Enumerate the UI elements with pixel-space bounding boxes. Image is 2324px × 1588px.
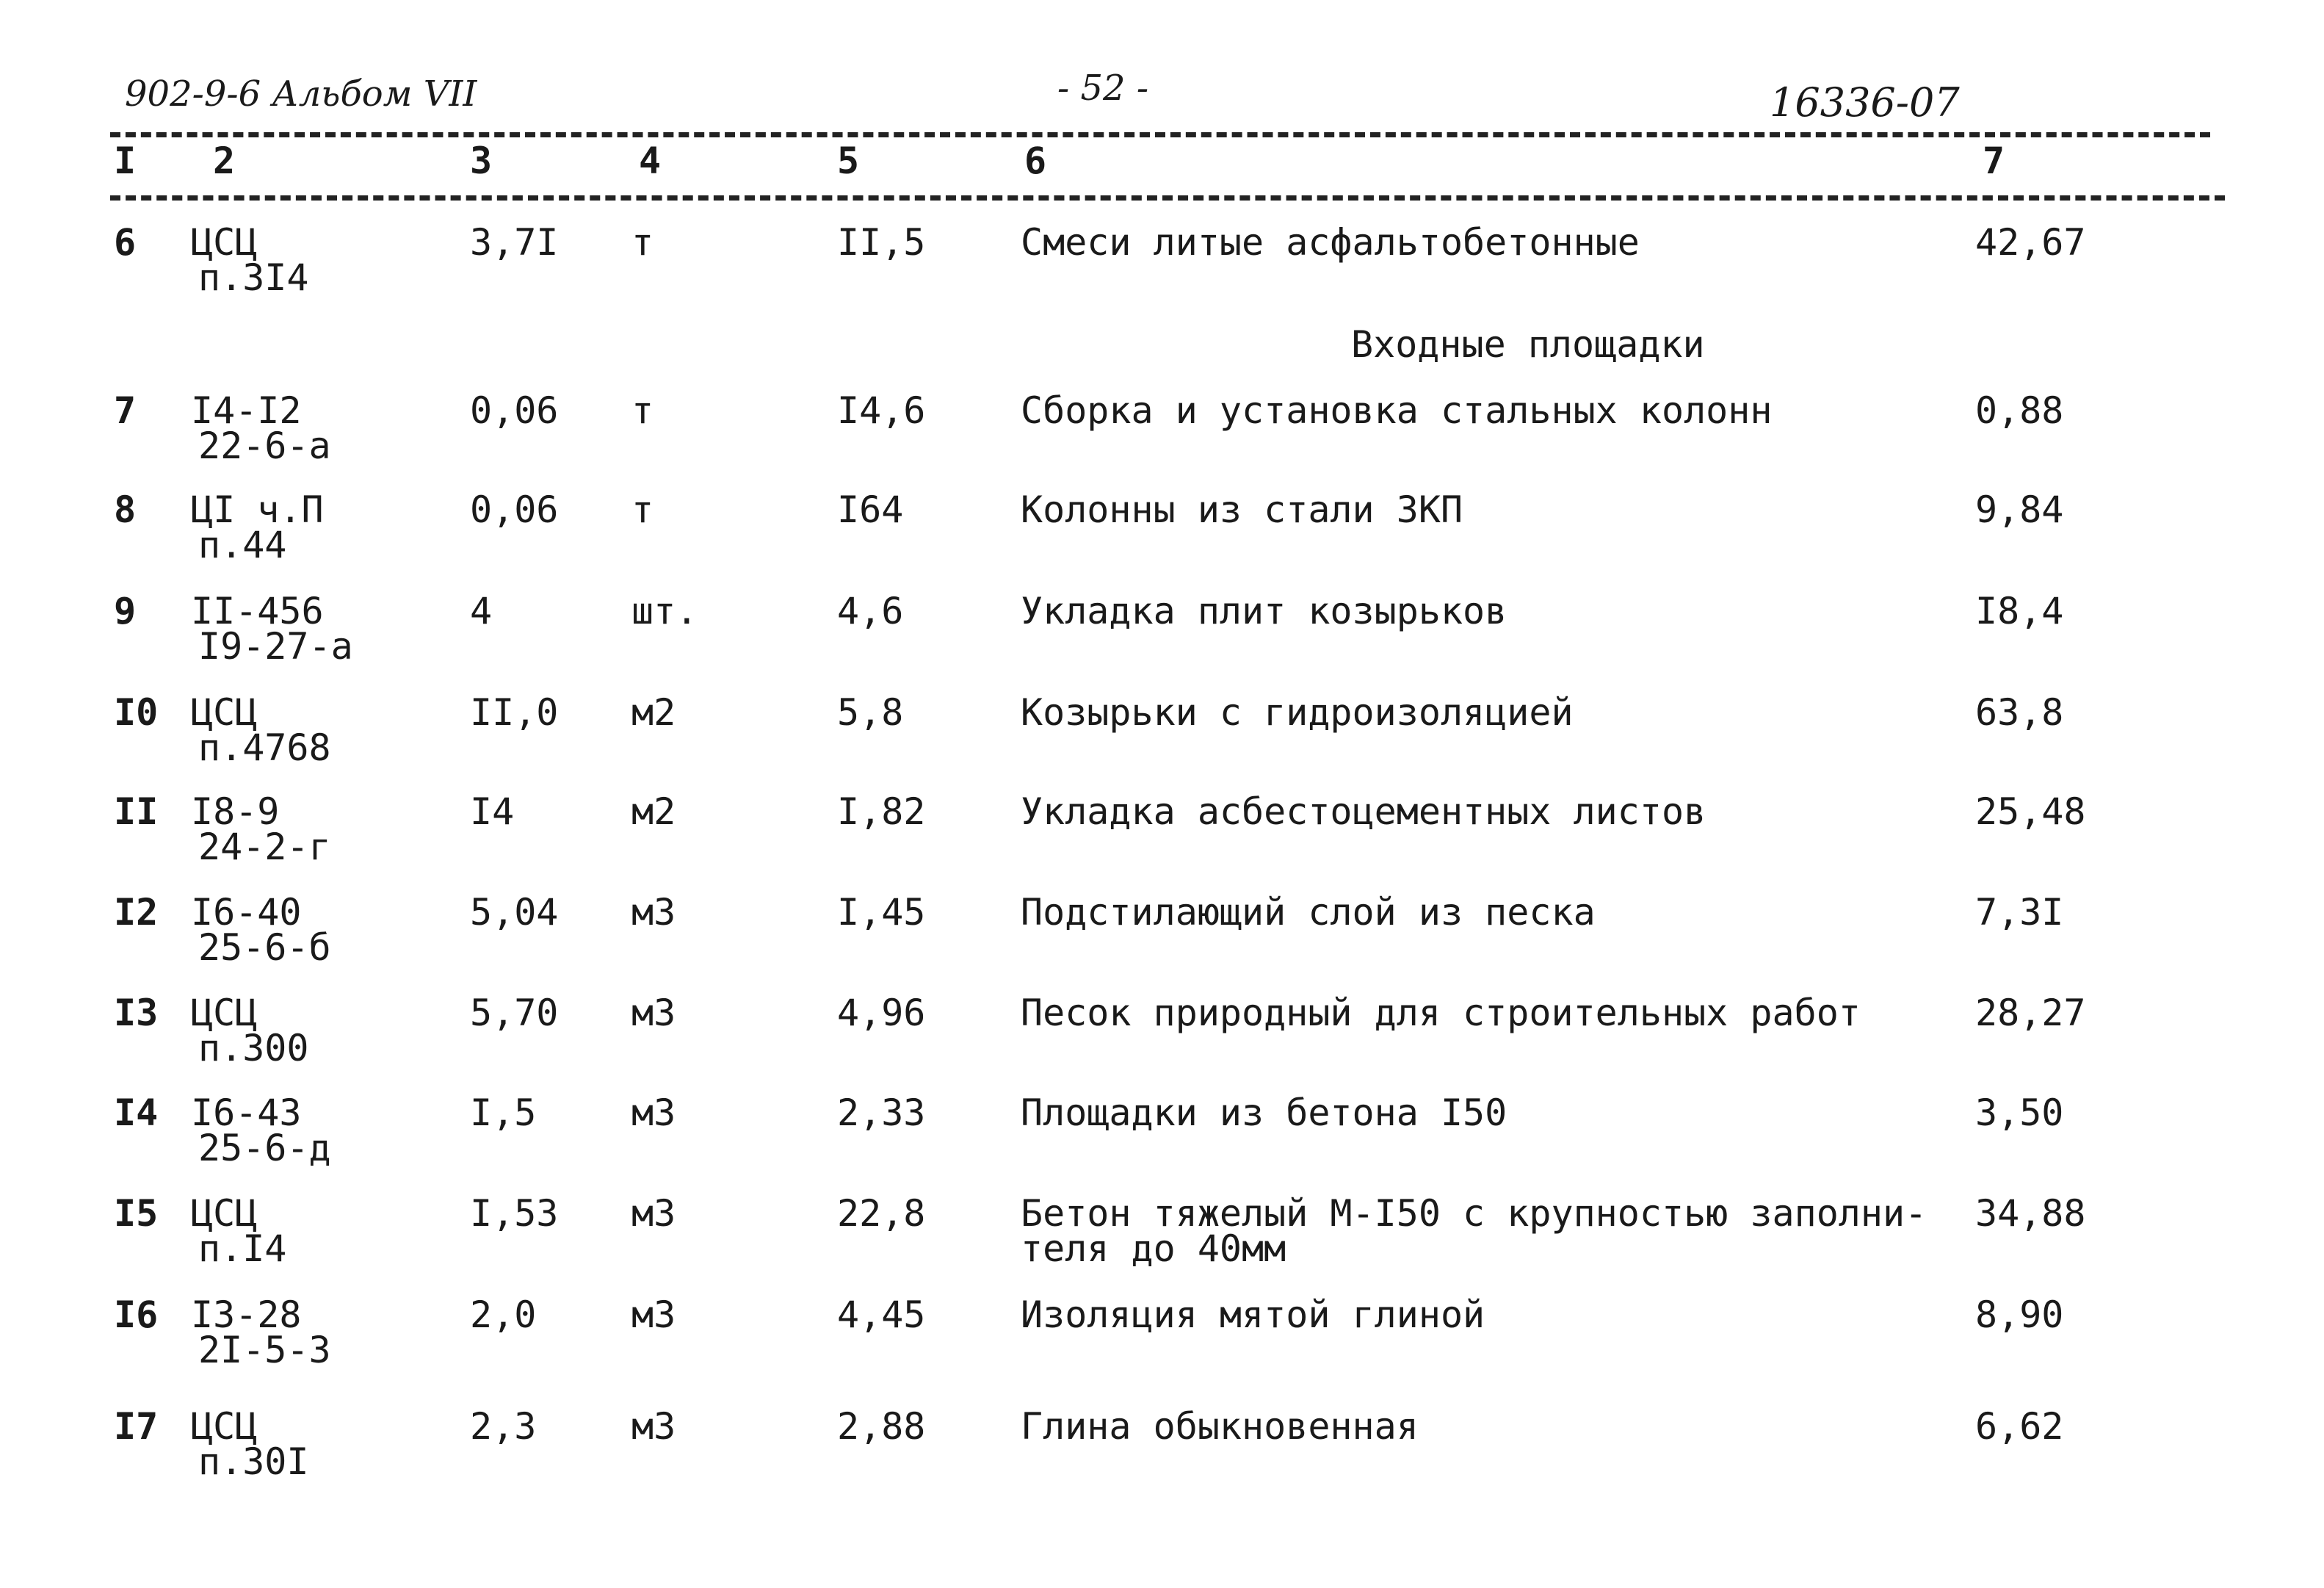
unit-price-line-1: I,45 [837, 891, 926, 934]
table-row [0, 790, 2324, 889]
page-number: - 52 - [1057, 68, 1149, 109]
work-description [1021, 1091, 1507, 1134]
column-header-7: 7 [1983, 140, 2005, 182]
norm-code-line-2: I9-27-а [198, 625, 353, 668]
quantity-line-1: 5,70 [470, 992, 559, 1034]
quantity [470, 992, 559, 1034]
norm-code [191, 488, 324, 566]
unit-price-line-1: II,5 [837, 221, 926, 264]
work-description-line-1: Изоляция мятой глиной [1021, 1293, 1485, 1336]
table-row [0, 1091, 2324, 1191]
quantity [470, 891, 559, 934]
work-description [1021, 790, 1706, 833]
unit-price-line-1: I4,6 [837, 389, 926, 432]
total-cost [1975, 1192, 2086, 1235]
quantity [470, 389, 559, 432]
unit-price-line-1: 4,6 [837, 590, 904, 632]
row-number [114, 691, 159, 734]
total-cost-line-1: 3,50 [1975, 1091, 2064, 1134]
table-row [0, 221, 2324, 320]
row-number-line-1: I6 [114, 1293, 159, 1336]
work-description-line-1: Укладка плит козырьков [1021, 590, 1507, 632]
total-cost-line-1: 0,88 [1975, 389, 2064, 432]
total-cost-line-1: 8,90 [1975, 1293, 2064, 1336]
norm-code-line-1: I4-I2 [191, 389, 302, 432]
work-description-line-1: Сборка и установка стальных колонн [1021, 389, 1773, 432]
quantity-line-1: I,5 [470, 1091, 537, 1134]
total-cost [1975, 590, 2064, 632]
work-description [1021, 590, 1507, 632]
norm-code-line-1: ЦСЦ [191, 1192, 258, 1235]
norm-code-line-1: I6-43 [191, 1091, 302, 1134]
unit [631, 1091, 676, 1134]
quantity-line-1: I,53 [470, 1192, 559, 1235]
work-description [1021, 1405, 1419, 1448]
unit [631, 891, 676, 934]
row-number [114, 1293, 159, 1336]
unit-price [837, 790, 926, 833]
work-description-line-2: теля до 40мм [1021, 1227, 1286, 1270]
row-number [114, 221, 137, 264]
quantity-line-1: I4 [470, 790, 515, 833]
unit-price [837, 1405, 926, 1448]
norm-code [191, 1091, 331, 1169]
unit [631, 389, 654, 432]
work-description-line-1: Смеси литые асфальтобетонные [1021, 221, 1640, 264]
unit-line-1: м2 [631, 691, 676, 734]
quantity-line-1: II,0 [470, 691, 559, 734]
unit [631, 691, 676, 734]
unit-price [837, 488, 904, 531]
quantity-line-1: 3,7I [470, 221, 559, 264]
unit [631, 790, 676, 833]
table-row [0, 891, 2324, 990]
norm-code-line-1: ЦСЦ [191, 221, 258, 264]
unit-price [837, 1293, 926, 1336]
quantity [470, 790, 515, 833]
unit-price [837, 891, 926, 934]
unit-line-1: м3 [631, 891, 676, 934]
table-row [0, 1293, 2324, 1393]
table-row [0, 992, 2324, 1091]
work-description [1021, 891, 1596, 934]
unit-price-line-1: 4,45 [837, 1293, 926, 1336]
work-description [1021, 488, 1463, 531]
column-header-6: 6 [1024, 140, 1047, 182]
row-number-line-1: 9 [114, 590, 137, 632]
quantity [470, 1405, 537, 1448]
row-number-line-1: 8 [114, 488, 137, 531]
total-cost-line-1: 34,88 [1975, 1192, 2086, 1235]
header-bottom-divider [110, 195, 2225, 201]
norm-code-line-2: 2I-5-3 [198, 1329, 331, 1371]
unit [631, 590, 698, 632]
row-number [114, 488, 137, 531]
document-number: 16336-07 [1770, 79, 1960, 126]
work-description [1021, 389, 1773, 432]
total-cost [1975, 1405, 2064, 1448]
norm-code-line-1: ЦСЦ [191, 691, 258, 734]
unit-line-1: м3 [631, 992, 676, 1034]
unit-line-1: т [631, 488, 654, 531]
quantity-line-1: 0,06 [470, 488, 559, 531]
unit-line-1: т [631, 389, 654, 432]
work-description-line-1: Козырьки с гидроизоляцией [1021, 691, 1574, 734]
row-number-line-1: I7 [114, 1405, 159, 1448]
total-cost [1975, 389, 2064, 432]
column-header-3: 3 [470, 140, 493, 182]
norm-code [191, 790, 331, 868]
norm-code-line-2: 24-2-г [198, 826, 331, 868]
total-cost-line-1: 9,84 [1975, 488, 2064, 531]
unit-line-1: м3 [631, 1192, 676, 1235]
norm-code-line-1: I3-28 [191, 1293, 302, 1336]
norm-code [191, 1405, 309, 1483]
norm-code-line-1: ЦI ч.П [191, 488, 324, 531]
unit [631, 1293, 676, 1336]
unit-price [837, 691, 904, 734]
work-description-line-1: Глина обыкновенная [1021, 1405, 1419, 1448]
norm-code-line-2: п.3I4 [198, 256, 309, 299]
row-number [114, 1091, 159, 1134]
album-reference: 902-9-6 Альбом VII [125, 73, 477, 115]
total-cost [1975, 790, 2086, 833]
unit-price [837, 1192, 926, 1235]
column-header-1: I [114, 140, 137, 182]
row-number-line-1: I3 [114, 992, 159, 1034]
norm-code [191, 691, 331, 769]
unit-line-1: м3 [631, 1293, 676, 1336]
unit-line-1: шт. [631, 590, 698, 632]
unit [631, 1405, 676, 1448]
norm-code-line-1: II-456 [191, 590, 324, 632]
unit-price [837, 389, 926, 432]
work-description-line-1: Бетон тяжелый М-I50 с крупностью заполни- [1021, 1192, 1927, 1235]
quantity [470, 488, 559, 531]
table-row [0, 1192, 2324, 1291]
norm-code-line-2: п.300 [198, 1027, 309, 1069]
row-number-line-1: I5 [114, 1192, 159, 1235]
quantity-line-1: 5,04 [470, 891, 559, 934]
unit-price-line-1: I64 [837, 488, 904, 531]
table-row [0, 1405, 2324, 1504]
unit [631, 992, 676, 1034]
row-number [114, 1192, 159, 1235]
total-cost [1975, 221, 2086, 264]
unit-price [837, 590, 904, 632]
unit-price [837, 1091, 926, 1134]
work-description [1021, 1192, 1927, 1270]
norm-code-line-1: ЦСЦ [191, 1405, 258, 1448]
work-description [1021, 1293, 1485, 1336]
work-description-line-1: Подстилающий слой из песка [1021, 891, 1596, 934]
total-cost-line-1: 7,3I [1975, 891, 2064, 934]
total-cost [1975, 691, 2064, 734]
unit-price-line-1: 22,8 [837, 1192, 926, 1235]
norm-code-line-2: 25-6-б [198, 926, 331, 969]
norm-code-line-2: 22-6-а [198, 425, 331, 467]
unit-line-1: м3 [631, 1091, 676, 1134]
work-description [1021, 221, 1640, 264]
unit-line-1: м3 [631, 1405, 676, 1448]
row-number [114, 590, 137, 632]
unit-price [837, 221, 926, 264]
total-cost [1975, 1091, 2064, 1134]
total-cost-line-1: 63,8 [1975, 691, 2064, 734]
unit-line-1: т [631, 221, 654, 264]
unit-price-line-1: 2,88 [837, 1405, 926, 1448]
row-number-line-1: I4 [114, 1091, 159, 1134]
row-number [114, 1405, 159, 1448]
total-cost [1975, 1293, 2064, 1336]
row-number [114, 992, 159, 1034]
table-row [0, 488, 2324, 588]
header-top-divider [110, 132, 2210, 137]
unit-price-line-1: 5,8 [837, 691, 904, 734]
total-cost [1975, 488, 2064, 531]
unit [631, 1192, 676, 1235]
row-number-line-1: II [114, 790, 159, 833]
quantity [470, 590, 493, 632]
norm-code-line-2: п.I4 [198, 1227, 287, 1270]
work-description [1021, 691, 1574, 734]
row-number [114, 790, 159, 833]
norm-code-line-1: I8-9 [191, 790, 280, 833]
quantity [470, 691, 559, 734]
norm-code [191, 992, 309, 1069]
table-row [0, 590, 2324, 689]
unit-price-line-1: 4,96 [837, 992, 926, 1034]
total-cost-line-1: 42,67 [1975, 221, 2086, 264]
norm-code-line-1: ЦСЦ [191, 992, 258, 1034]
norm-code [191, 389, 331, 467]
quantity [470, 1091, 537, 1134]
quantity-line-1: 0,06 [470, 389, 559, 432]
quantity [470, 1192, 559, 1235]
norm-code [191, 590, 353, 668]
norm-code-line-2: 25-6-д [198, 1127, 331, 1169]
total-cost-line-1: 28,27 [1975, 992, 2086, 1034]
row-number-line-1: I2 [114, 891, 159, 934]
row-number-line-1: 7 [114, 389, 137, 432]
total-cost-line-1: 6,62 [1975, 1405, 2064, 1448]
work-description [1021, 992, 1861, 1034]
work-description-line-1: Укладка асбестоцементных листов [1021, 790, 1706, 833]
table-row [0, 691, 2324, 790]
unit-price-line-1: 2,33 [837, 1091, 926, 1134]
total-cost-line-1: 25,48 [1975, 790, 2086, 833]
section-title: Входные площадки [1351, 323, 1705, 366]
quantity-line-1: 2,0 [470, 1293, 537, 1336]
row-number-line-1: 6 [114, 221, 137, 264]
unit [631, 488, 654, 531]
norm-code-line-2: п.4768 [198, 726, 331, 769]
quantity [470, 221, 559, 264]
unit [631, 221, 654, 264]
row-number [114, 891, 159, 934]
quantity-line-1: 4 [470, 590, 493, 632]
norm-code [191, 221, 309, 299]
work-description-line-1: Колонны из стали ЗКП [1021, 488, 1463, 531]
row-number [114, 389, 137, 432]
row-number-line-1: I0 [114, 691, 159, 734]
quantity [470, 1293, 537, 1336]
norm-code-line-1: I6-40 [191, 891, 302, 934]
quantity-line-1: 2,3 [470, 1405, 537, 1448]
total-cost [1975, 992, 2086, 1034]
unit-price-line-1: I,82 [837, 790, 926, 833]
norm-code-line-2: п.30I [198, 1440, 309, 1483]
norm-code [191, 1192, 287, 1270]
work-description-line-1: Площадки из бетона I50 [1021, 1091, 1507, 1134]
total-cost [1975, 891, 2064, 934]
unit-price [837, 992, 926, 1034]
table-row [0, 389, 2324, 488]
norm-code-line-2: п.44 [198, 524, 287, 566]
total-cost-line-1: I8,4 [1975, 590, 2064, 632]
column-header-5: 5 [837, 140, 860, 182]
norm-code [191, 891, 331, 969]
work-description-line-1: Песок природный для строительных работ [1021, 992, 1861, 1034]
column-header-2: 2 [213, 140, 236, 182]
norm-code [191, 1293, 331, 1371]
unit-line-1: м2 [631, 790, 676, 833]
column-header-4: 4 [639, 140, 662, 182]
